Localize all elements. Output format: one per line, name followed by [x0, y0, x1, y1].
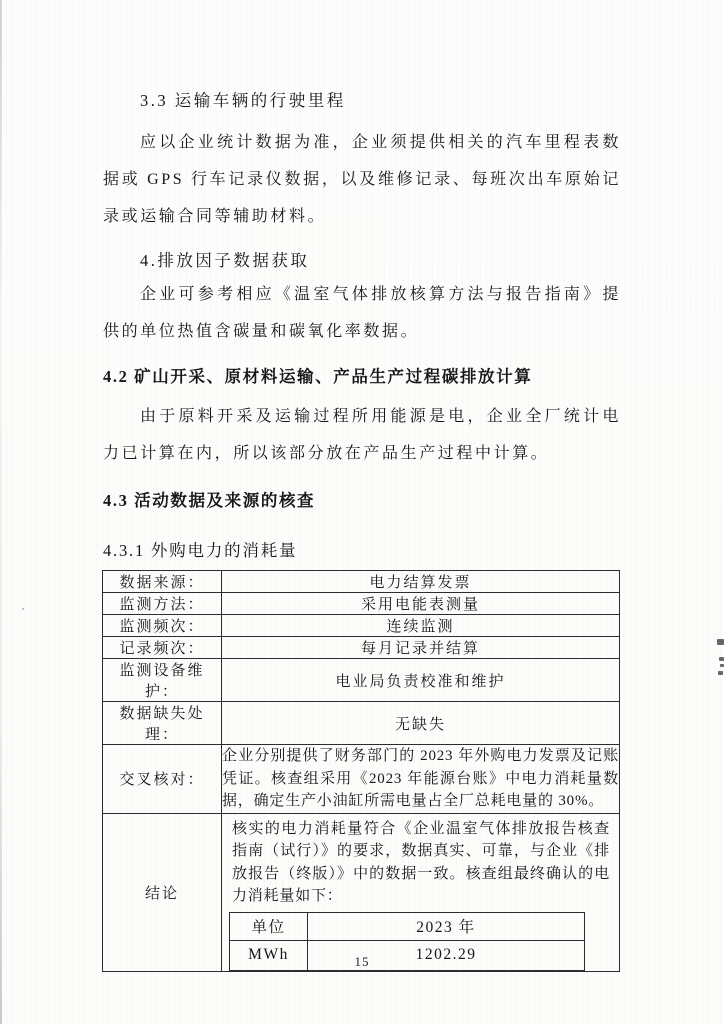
scan-artifact: [718, 671, 723, 675]
section-heading-4: 4.排放因子数据获取: [140, 251, 310, 270]
scan-artifact: [717, 639, 724, 645]
row-label: 监测设备维护：: [103, 659, 222, 702]
conclusion-cell: [222, 813, 620, 971]
table-row: [103, 702, 620, 745]
section-heading-4-2: 4.2 矿山开采、原材料运输、产品生产过程碳排放计算: [103, 367, 533, 386]
paragraph-3-3: 应以企业统计数据为准，企业须提供相关的汽车里程表数据或 GPS 行车记录仪数据，以及维修记录、每班次出车原始记录或运输合同等辅助材料。: [103, 134, 621, 225]
row-label: 记录频次：: [103, 637, 222, 659]
inner-header-row: [230, 912, 585, 940]
unit-header-cell: 单位: [230, 912, 308, 940]
verification-table: [102, 570, 620, 972]
paragraph-4-2: 由于原料开采及运输过程所用能源是电，企业全厂统计电力已计算在内，所以该部分放在产品生产过程中计算。: [103, 408, 621, 462]
section-heading-4-3-1: 4.3.1 外购电力的消耗量: [103, 541, 298, 560]
unit-value-cell: MWh: [230, 940, 308, 970]
cross-check-text: 企业分别提供了财务部门的 2023 年外购电力发票及记账凭证。核查组采用《2023 年能源台账》中电力消耗量数据，确定生产小油缸所需电量占全厂总耗电量的 30%。: [222, 745, 620, 814]
row-label: 交叉核对：: [103, 745, 222, 814]
table-row-cross-check: [103, 745, 620, 814]
row-value: 每月记录并结算: [222, 637, 620, 659]
table-row-conclusion: [103, 813, 620, 971]
table-row: [103, 571, 620, 593]
conclusion-text: 核实的电力消耗量符合《企业温室气体排放报告核查指南（试行）》的要求，数据真实、可靠，与企业《排放报告（终版）》中的数据一致。核查组最终确认的电力消耗量如下：: [232, 820, 610, 904]
scan-artifact: [720, 664, 724, 667]
row-label: 监测频次：: [103, 615, 222, 637]
scan-artifact: [22, 608, 24, 610]
row-value: 采用电能表测量: [222, 593, 620, 615]
scan-artifact: [719, 657, 724, 661]
consumption-value-cell: 1202.29: [308, 940, 585, 970]
paragraph-4: 企业可参考相应《温室气体排放核算方法与报告指南》提供的单位热值含碳量和碳氧化率数据。: [103, 286, 621, 340]
year-header-cell: 2023 年: [308, 912, 585, 940]
row-label: 数据来源：: [103, 571, 222, 593]
row-label: 监测方法：: [103, 593, 222, 615]
row-label: 结论: [103, 813, 222, 971]
row-value: 连续监测: [222, 615, 620, 637]
row-value: 电力结算发票: [222, 571, 620, 593]
row-value: 电业局负责校准和维护: [222, 659, 620, 702]
row-value: 无缺失: [222, 702, 620, 745]
table-row: [103, 637, 620, 659]
table-row: [103, 593, 620, 615]
section-heading-4-3: 4.3 活动数据及来源的核查: [103, 491, 316, 510]
table-row: [103, 615, 620, 637]
section-heading-3-3: 3.3 运输车辆的行驶里程: [140, 91, 346, 110]
page-number: 15: [354, 954, 370, 969]
row-label: 数据缺失处理：: [103, 702, 222, 745]
table-row: [103, 659, 620, 702]
